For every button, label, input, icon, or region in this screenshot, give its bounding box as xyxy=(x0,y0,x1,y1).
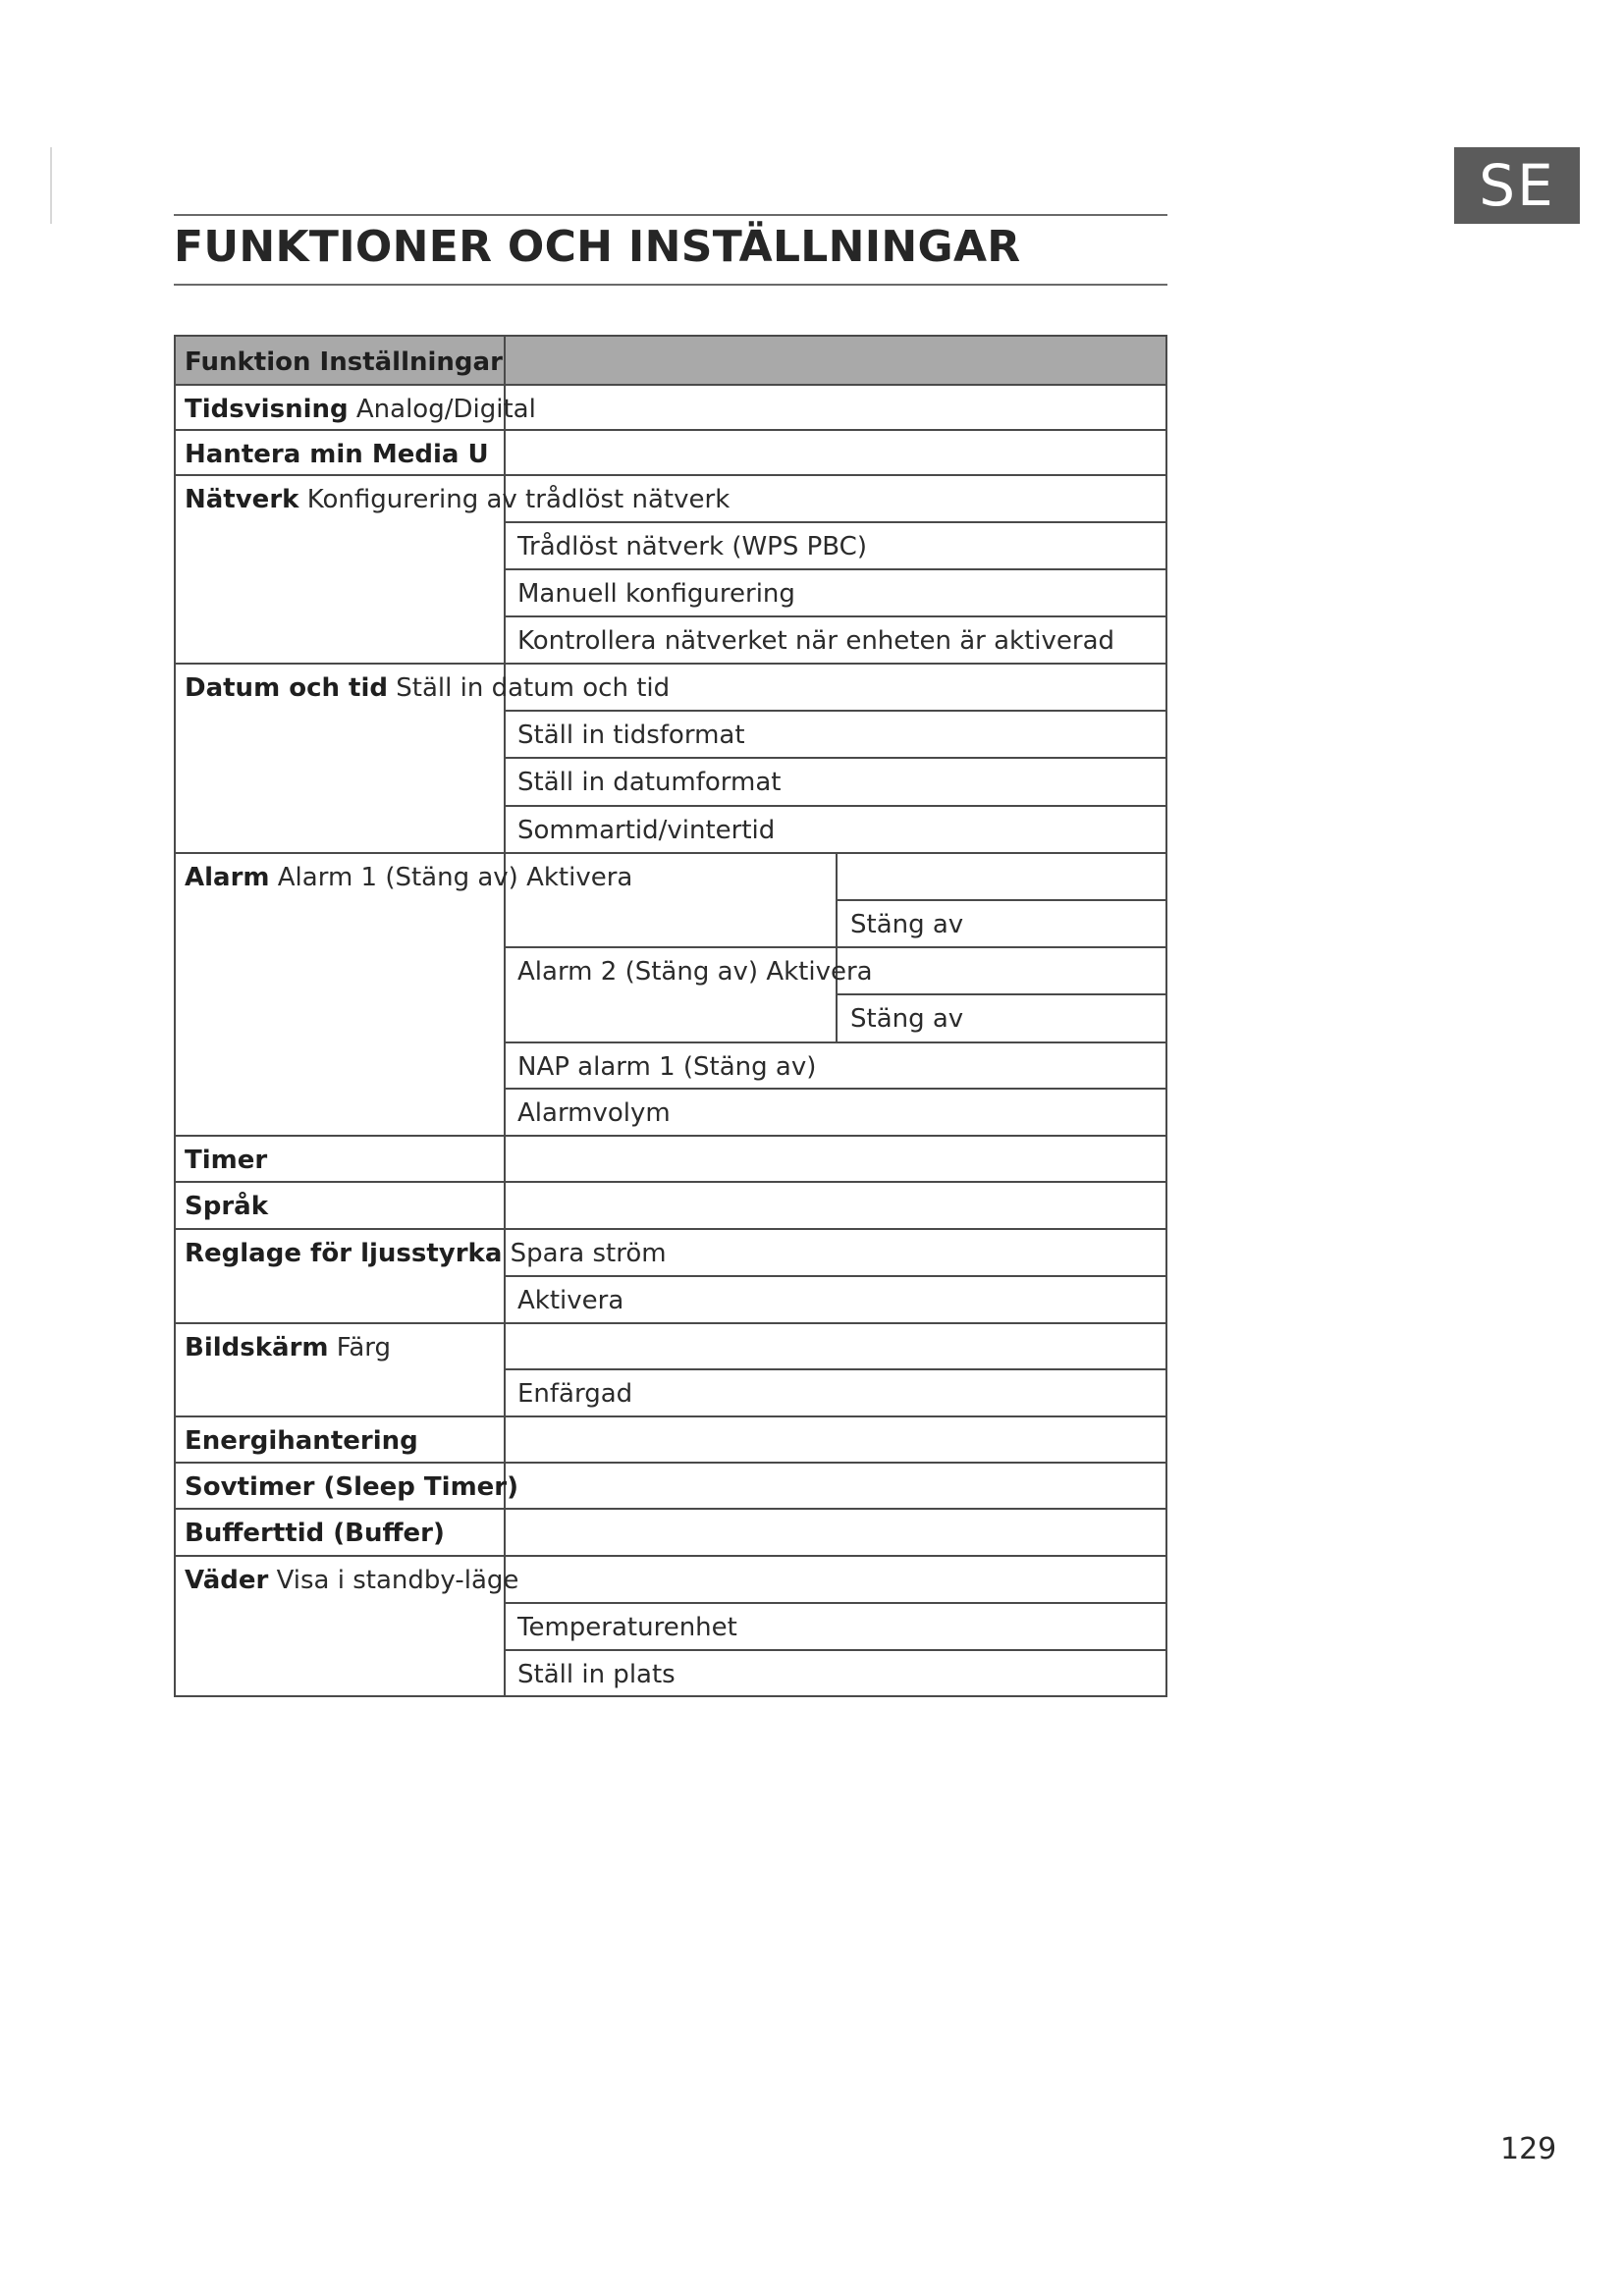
row-tidsvisning: Tidsvisning Analog/Digital xyxy=(185,395,536,424)
row-line xyxy=(174,1462,1167,1464)
row-line xyxy=(174,1555,1167,1557)
row-line xyxy=(174,1135,1167,1137)
alarm2: Alarm 2 (Stäng av) Aktivera xyxy=(517,957,873,987)
alarm1-off: Stäng av xyxy=(850,910,964,939)
row-datum: Datum och tid Ställ in datum och tid xyxy=(185,673,671,703)
page-title: FUNKTIONER OCH INSTÄLLNINGAR xyxy=(174,222,1021,272)
row-timer: Timer xyxy=(185,1146,268,1175)
natverk-wps: Trådlöst nätverk (WPS PBC) xyxy=(517,532,867,561)
row-line xyxy=(174,1415,1167,1417)
margin-mark xyxy=(50,147,52,224)
border-top xyxy=(174,335,1167,337)
subrow-line xyxy=(504,521,1167,523)
alarm2-off: Stäng av xyxy=(850,1004,964,1034)
row-line xyxy=(174,852,1167,854)
alarm-volume: Alarmvolym xyxy=(517,1098,671,1128)
border-right xyxy=(1165,335,1167,1697)
row-alarm: Alarm Alarm 1 (Stäng av) Aktivera xyxy=(185,863,633,892)
natverk-check: Kontrollera nätverket när enheten är aktiverad xyxy=(517,626,1115,656)
border-left xyxy=(174,335,176,1697)
natverk-manual: Manuell konfigurering xyxy=(517,579,795,609)
row-vader: Väder Visa i standby-läge xyxy=(185,1566,519,1595)
datum-sommartid: Sommartid/vintertid xyxy=(517,816,776,845)
page-number: 129 xyxy=(1500,2132,1557,2166)
subrow-line xyxy=(504,1088,1167,1090)
subrow-line xyxy=(836,993,1167,995)
subrow-line xyxy=(836,899,1167,901)
row-buffert: Bufferttid (Buffer) xyxy=(185,1519,445,1548)
row-line xyxy=(174,429,1167,431)
row-bildskarm: Bildskärm Färg xyxy=(185,1333,391,1362)
bildskarm-enfargad: Enfärgad xyxy=(517,1379,633,1409)
subrow-line xyxy=(504,1649,1167,1651)
row-line xyxy=(174,474,1167,476)
row-line xyxy=(174,1322,1167,1324)
row-line xyxy=(174,1228,1167,1230)
subrow-line xyxy=(504,946,1167,948)
settings-table xyxy=(174,335,1167,1697)
border-bottom xyxy=(174,1695,1167,1697)
subrow-line xyxy=(504,568,1167,570)
datum-datumformat: Ställ in datumformat xyxy=(517,768,782,797)
row-line xyxy=(174,1508,1167,1510)
row-line xyxy=(174,1181,1167,1183)
row-sprak: Språk xyxy=(185,1192,268,1221)
title-rule-bottom xyxy=(174,284,1167,286)
row-sovtimer: Sovtimer (Sleep Timer) xyxy=(185,1472,519,1502)
table-header: Funktion Inställningar xyxy=(185,347,503,377)
subrow-line xyxy=(504,1368,1167,1370)
row-energi: Energihantering xyxy=(185,1426,418,1456)
row-hantera: Hantera min Media U xyxy=(185,440,489,469)
subrow-line xyxy=(504,710,1167,712)
nap-alarm: NAP alarm 1 (Stäng av) xyxy=(517,1052,817,1082)
subrow-line xyxy=(504,1602,1167,1604)
language-badge: SE xyxy=(1454,147,1580,224)
row-line xyxy=(174,384,1167,386)
ljusstyrka-aktivera: Aktivera xyxy=(517,1286,624,1315)
vader-plats: Ställ in plats xyxy=(517,1660,676,1689)
vader-temperatur: Temperaturenhet xyxy=(517,1613,737,1642)
subrow-line xyxy=(504,1041,1167,1043)
subrow-line xyxy=(504,757,1167,759)
subrow-line xyxy=(504,805,1167,807)
datum-tidsformat: Ställ in tidsformat xyxy=(517,721,745,750)
row-natverk: Nätverk Konfigurering av trådlöst nätverk xyxy=(185,485,731,514)
subrow-line xyxy=(504,615,1167,617)
row-ljusstyrka: Reglage för ljusstyrka Spara ström xyxy=(185,1239,667,1268)
subrow-line xyxy=(504,1275,1167,1277)
row-line xyxy=(174,663,1167,665)
title-rule-top xyxy=(174,214,1167,216)
